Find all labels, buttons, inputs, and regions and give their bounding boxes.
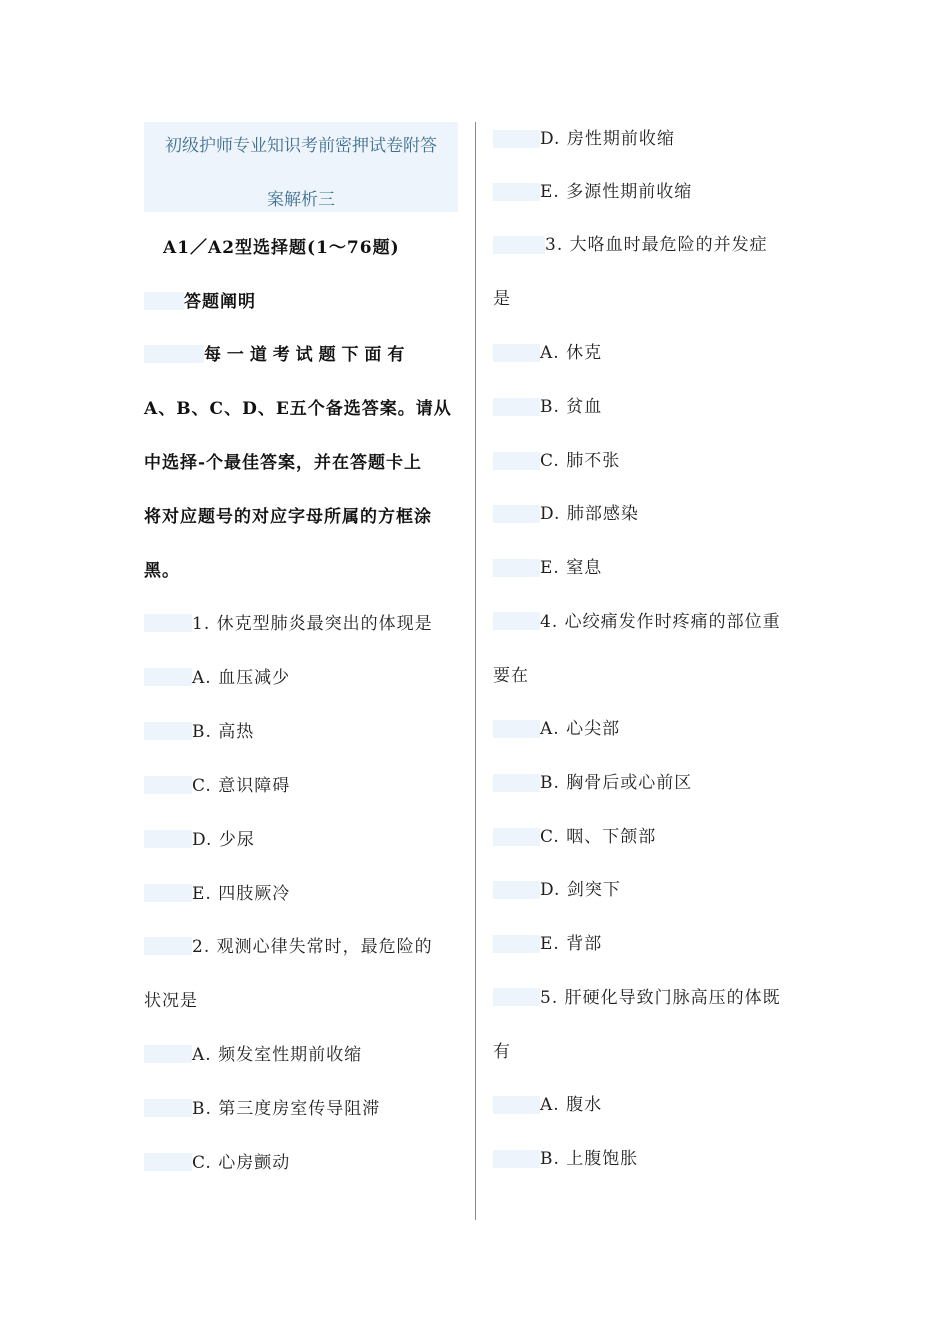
indent-highlight <box>493 720 540 738</box>
indent-highlight <box>493 828 540 846</box>
indent-highlight <box>493 452 540 470</box>
question-1-option-c: C. 意识障碍 <box>192 776 291 796</box>
question-3-option-d: D. 肺部感染 <box>540 504 639 524</box>
question-4-stem-line-1: 4. 心绞痛发作时疼痛的部位重 <box>540 612 781 632</box>
instructions-line-3: 中选择-个最佳答案，并在答题卡上 <box>144 453 423 473</box>
indent-highlight <box>493 935 540 953</box>
instructions-line-1: 每 一 道 考 试 题 下 面 有 <box>204 345 405 365</box>
question-2-option-d: D. 房性期前收缩 <box>540 129 675 149</box>
indent-highlight <box>144 937 192 955</box>
question-3-stem-line-1: 3. 大咯血时最危险的并发症 <box>545 235 768 255</box>
question-4-option-c: C. 咽、下颌部 <box>540 827 657 847</box>
indent-highlight <box>493 881 540 899</box>
indent-highlight <box>144 668 192 686</box>
indent-highlight <box>493 236 545 254</box>
question-4-option-e: E. 背部 <box>540 934 603 954</box>
indent-highlight <box>493 1150 540 1168</box>
indent-highlight <box>144 1099 192 1117</box>
indent-highlight <box>493 988 540 1006</box>
question-2-option-a: A. 频发室性期前收缩 <box>192 1045 363 1065</box>
column-divider <box>475 122 476 1220</box>
question-3-option-e: E. 窒息 <box>540 558 603 578</box>
indent-highlight <box>493 612 540 630</box>
question-1-option-d: D. 少尿 <box>192 830 255 850</box>
question-3-option-c: C. 肺不张 <box>540 451 621 471</box>
question-2-option-c: C. 心房颤动 <box>192 1153 291 1173</box>
indent-highlight <box>144 1153 192 1171</box>
question-5-stem-line-2: 有 <box>493 1042 511 1062</box>
indent-highlight <box>493 398 540 416</box>
question-3-option-b: B. 贫血 <box>540 397 603 417</box>
question-1-option-b: B. 高热 <box>192 722 255 742</box>
document-title-line-2: 案解析三 <box>267 190 335 210</box>
document-title-line-1: 初级护师专业知识考前密押试卷附答 <box>165 136 437 156</box>
indent-highlight <box>493 130 540 148</box>
question-5-option-a: A. 腹水 <box>540 1095 603 1115</box>
question-3-stem-line-2: 是 <box>493 289 511 309</box>
indent-highlight <box>493 183 540 201</box>
question-4-option-d: D. 剑突下 <box>540 880 621 900</box>
question-4-option-b: B. 胸骨后或心前区 <box>540 773 693 793</box>
indent-highlight <box>493 559 540 577</box>
question-4-stem-line-2: 要在 <box>493 666 529 686</box>
instructions-line-4: 将对应题号的对应字母所属的方框涂 <box>144 507 432 527</box>
indent-highlight <box>493 774 540 792</box>
instructions-heading: 答题阐明 <box>184 292 256 312</box>
question-4-option-a: A. 心尖部 <box>540 719 621 739</box>
question-2-stem-line-2: 状况是 <box>144 991 198 1011</box>
instructions-line-5: 黑。 <box>144 561 180 581</box>
indent-highlight <box>144 722 192 740</box>
question-3-option-a: A. 休克 <box>540 343 603 363</box>
indent-highlight <box>144 345 204 363</box>
section-heading: A1／A2型选择题(1～76题) <box>163 238 400 258</box>
indent-highlight <box>493 1096 540 1114</box>
indent-highlight <box>144 776 192 794</box>
indent-highlight <box>144 1045 192 1063</box>
instructions-line-2: A、B、C、D、E五个备选答案。请从 <box>144 399 452 419</box>
indent-highlight <box>493 505 540 523</box>
indent-highlight <box>144 292 184 310</box>
question-2-option-b: B. 第三度房室传导阻滞 <box>192 1099 381 1119</box>
indent-highlight <box>144 614 192 632</box>
question-1-option-e: E. 四肢厥冷 <box>192 884 291 904</box>
indent-highlight <box>144 830 192 848</box>
question-2-option-e: E. 多源性期前收缩 <box>540 182 693 202</box>
indent-highlight <box>493 344 540 362</box>
question-5-option-b: B. 上腹饱胀 <box>540 1149 639 1169</box>
question-5-stem-line-1: 5. 肝硬化导致门脉高压的体既 <box>540 988 781 1008</box>
question-1-option-a: A. 血压减少 <box>192 668 291 688</box>
question-2-stem-line-1: 2. 观测心律失常时，最危险的 <box>192 937 433 957</box>
question-1-stem: 1. 休克型肺炎最突出的体现是 <box>192 614 433 634</box>
indent-highlight <box>144 884 192 902</box>
